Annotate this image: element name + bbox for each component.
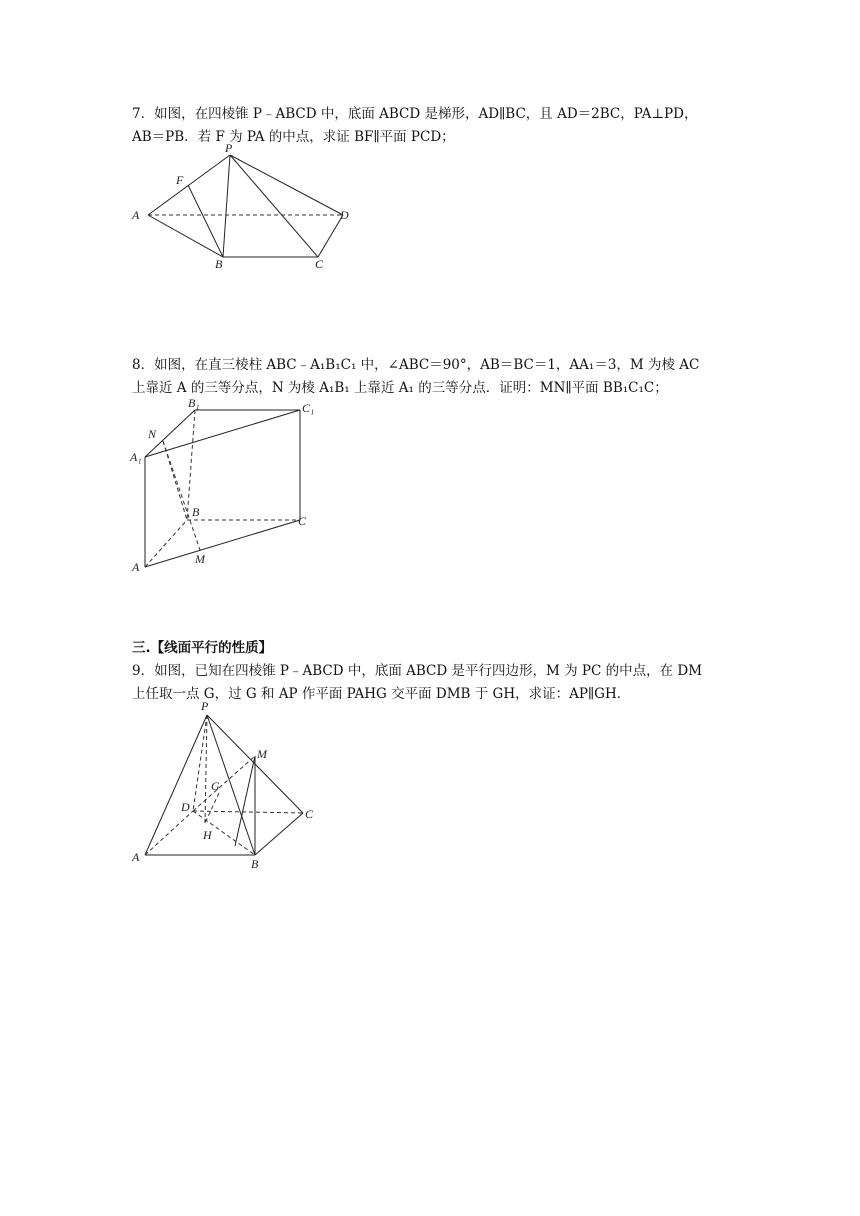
label-M: M: [257, 747, 267, 761]
label-C: C: [305, 807, 314, 821]
label-C1: C₁: [302, 401, 315, 415]
problem-7-text-line-2: AB＝PB．若 F 为 PA 的中点，求证 BF∥平面 PCD；: [132, 129, 455, 145]
problem-9-text-line-2: 上任取一点 G，过 G 和 AP 作平面 PAHG 交平面 DMB 于 GH，求证：AP∥GH．: [132, 686, 631, 702]
label-A1: A₁: [130, 450, 142, 464]
section-3-title: 三.【线面平行的性质】: [132, 640, 273, 656]
label-N: N: [148, 427, 157, 441]
label-D: D: [181, 800, 190, 814]
label-P: P: [225, 141, 233, 155]
label-F: F: [176, 173, 184, 187]
problem-9-text-line-1: 9．如图，已知在四棱锥 P﹣ABCD 中，底面 ABCD 是平行四边形，M 为 PC 的中点，在 DM: [132, 663, 703, 679]
label-A: A: [132, 208, 140, 222]
label-B: B: [192, 505, 200, 519]
label-A: A: [132, 560, 140, 574]
problem-7-text-line-1: 7．如图，在四棱锥 P﹣ABCD 中，底面 ABCD 是梯形，AD∥BC，且 AD＝2BC，PA⊥PD，: [132, 106, 698, 122]
label-C: C: [298, 514, 307, 528]
label-M: M: [195, 552, 205, 566]
label-A: A: [132, 850, 140, 864]
label-H: H: [203, 828, 212, 842]
label-C: C: [315, 257, 324, 271]
problem-9-pyramid-figure: [125, 698, 335, 873]
label-G: G: [211, 779, 220, 793]
label-P: P: [201, 699, 209, 713]
problem-7-pyramid-figure: [125, 140, 365, 275]
label-B: B: [251, 857, 259, 871]
label-B: B: [215, 257, 223, 271]
problem-8-text-line-1: 8．如图，在直三棱柱 ABC﹣A₁B₁C₁ 中，∠ABC＝90°，AB＝BC＝1，AA₁＝3，M 为棱 AC: [132, 357, 700, 373]
label-B1: B₁: [188, 396, 200, 410]
label-D: D: [340, 208, 349, 222]
problem-8-prism-figure: [125, 395, 325, 575]
problem-8-text-line-2: 上靠近 A 的三等分点，N 为棱 A₁B₁ 上靠近 A₁ 的三等分点．证明：MN∥平面 BB₁C₁C；: [132, 380, 668, 396]
